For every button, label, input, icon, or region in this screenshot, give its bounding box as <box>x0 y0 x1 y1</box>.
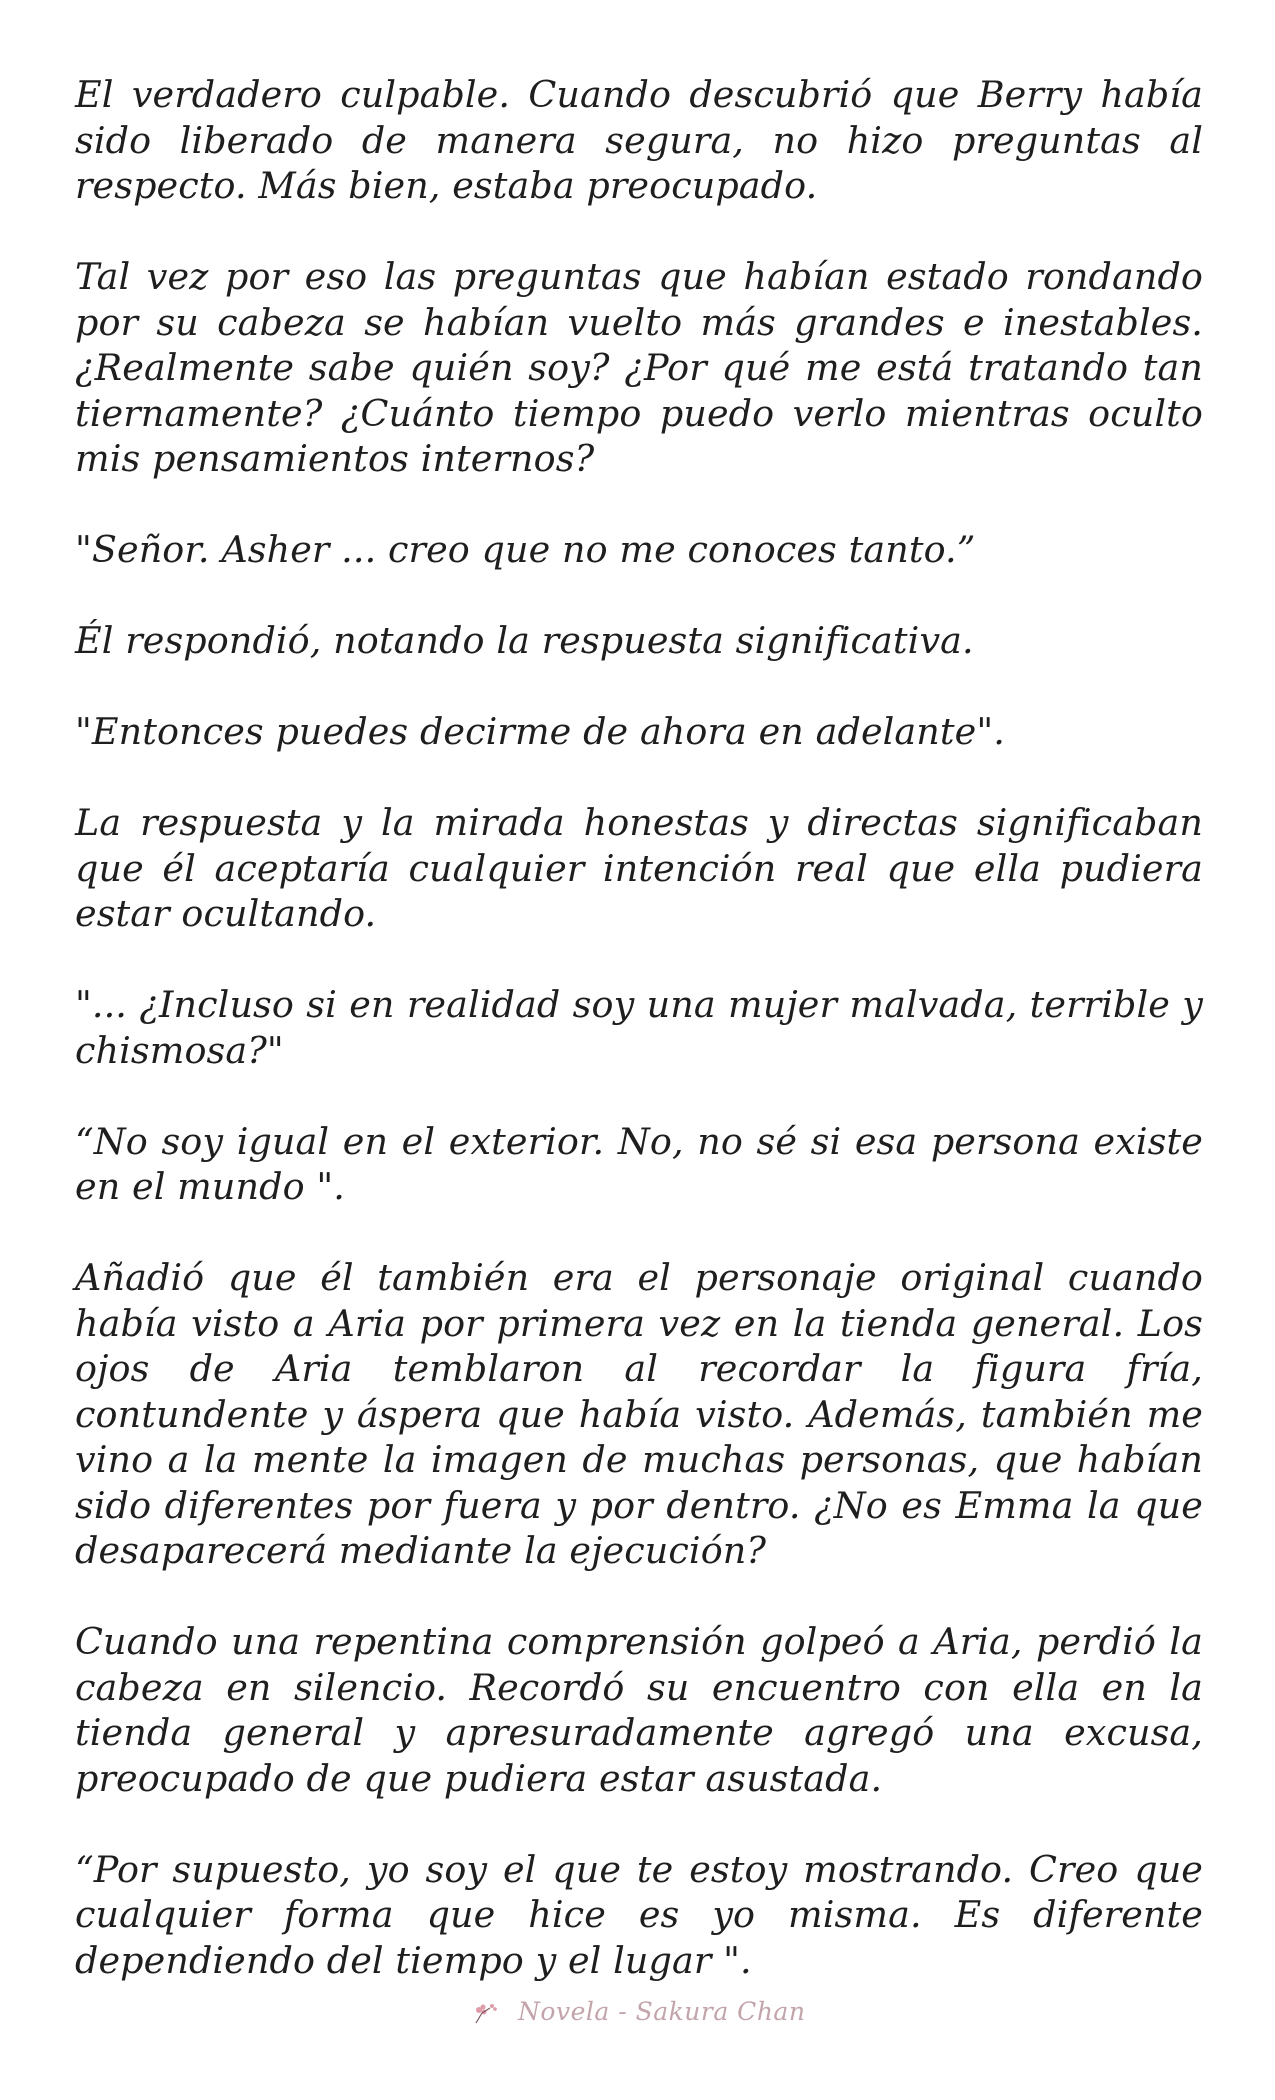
paragraph-11: “Por supuesto, yo soy el que te estoy mostrando. Creo que cualquier forma que hice es yo misma. Es diferente dependiendo del tiempo y el lugar ". <box>75 1847 1203 1982</box>
paragraph-7: "... ¿Incluso si en realidad soy una mujer malvada, terrible y chismosa?" <box>75 983 1203 1072</box>
paragraph-8: “No soy igual en el exterior. No, no sé si esa persona existe en el mundo ". <box>75 1119 1203 1208</box>
paragraph-3: "Señor. Asher ... creo que no me conoces tanto.” <box>75 528 976 571</box>
paragraph-2: Tal vez por eso las preguntas que habían estado rondando por su cabeza se habían vuelto más grandes e inestables. ¿Realmente sabe quién soy? ¿Por qué me está tratando tan tiernamente? ¿Cuánto tiempo puedo verlo mientras oculto mis pensamientos internos? <box>75 255 1203 480</box>
sakura-flower-icon <box>470 2001 504 2027</box>
paragraph-4: Él respondió, notando la respuesta significativa. <box>75 619 974 662</box>
paragraph-10: Cuando una repentina comprensión golpeó a Aria, perdió la cabeza en silencio. Recordó su encuentro con ella en la tienda general y apresuradamente agregó una excusa, preocupado de que pudiera estar asustada. <box>75 1620 1203 1800</box>
paragraph-5: "Entonces puedes decirme de ahora en adelante". <box>75 710 1005 753</box>
paragraph-1: El verdadero culpable. Cuando descubrió que Berry había sido liberado de manera segura, no hizo preguntas al respecto. Más bien, estaba preocupado. <box>75 73 1203 207</box>
watermark <box>0 1997 1275 2027</box>
document-body <box>75 72 1203 2029</box>
watermark-text: Novela - Sakura Chan <box>518 1997 806 2026</box>
paragraph-6: La respuesta y la mirada honestas y directas significaban que él aceptaría cualquier intención real que ella pudiera estar ocultando. <box>75 801 1203 935</box>
paragraph-9: Añadió que él también era el personaje original cuando había visto a Aria por primera vez en la tienda general. Los ojos de Aria temblaron al recordar la figura fría, contundente y áspera que había visto. Además, también me vino a la mente la imagen de muchas personas, que habían sido diferentes por fuera y por dentro. ¿No es Emma la que desaparecerá mediante la ejecución? <box>75 1256 1203 1572</box>
